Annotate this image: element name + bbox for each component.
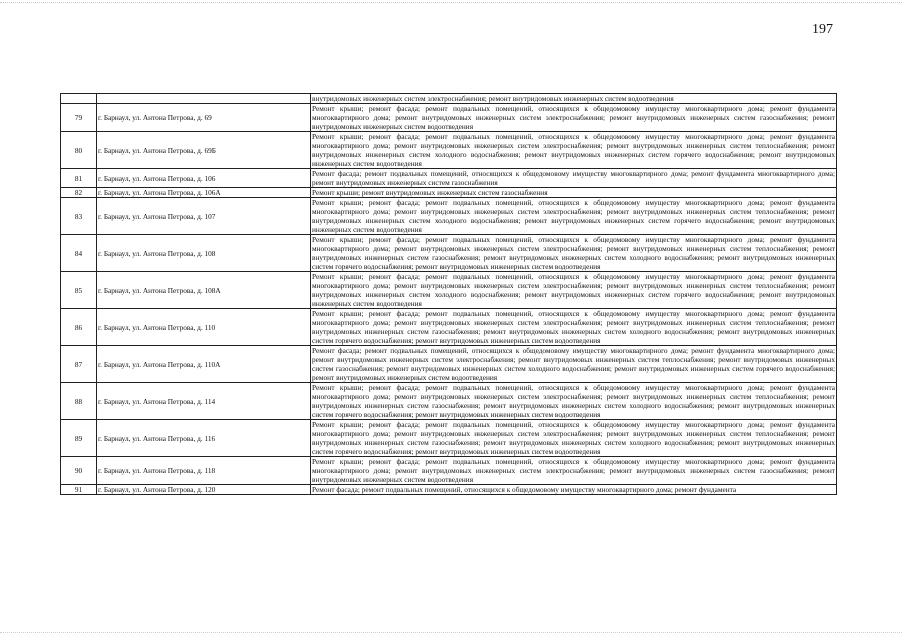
address-cell: г. Барнаул, ул. Антона Петрова, д. 106А (97, 188, 311, 198)
row-number-cell: 88 (61, 383, 97, 420)
table-row (61, 346, 837, 383)
table-row (61, 420, 837, 457)
table-row (61, 457, 837, 485)
table-row (61, 485, 837, 495)
works-cell: Ремонт крыши; ремонт фасада; ремонт подвальных помещений, относящихся к общедомовому имуществу многоквартирного дома; ремонт фундамента многоквартирного дома; ремонт внутридомовых инженерных систем электроснабжения; ремонт внутридомовых инженерных систем газоснабжения; ремонт внутридомовых инженерных систем водоотведения (312, 457, 835, 484)
row-number-cell: 79 (61, 104, 97, 132)
row-number-cell: 81 (61, 169, 97, 188)
address-cell: г. Барнаул, ул. Антона Петрова, д. 106 (97, 169, 311, 188)
table-row (61, 188, 837, 198)
row-number-cell: 87 (61, 346, 97, 383)
scan-edge-top (0, 2, 902, 3)
row-number-cell: 83 (61, 198, 97, 235)
works-cell: Ремонт крыши; ремонт фасада; ремонт подвальных помещений, относящихся к общедомовому имуществу многоквартирного дома; ремонт фундамента многоквартирного дома; ремонт внутридомовых инженерных систем электроснабжения; ремонт внутридомовых инженерных систем теплоснабжения; ремонт внутридомовых инженерных систем холодного водоснабжения; ремонт внутридомовых инженерных систем горячего водоснабжения; ремонт внутридомовых инженерных систем водоотведения (312, 198, 835, 234)
row-number-cell: 86 (61, 309, 97, 346)
address-cell: г. Барнаул, ул. Антона Петрова, д. 114 (97, 383, 311, 420)
address-cell: г. Барнаул, ул. Антона Петрова, д. 108 (97, 235, 311, 272)
table-row (61, 235, 837, 272)
table-row (61, 198, 837, 235)
table-row (61, 169, 837, 188)
address-cell: г. Барнаул, ул. Антона Петрова, д. 116 (97, 420, 311, 457)
table-row (61, 309, 837, 346)
works-cell: Ремонт фасада; ремонт подвальных помещений, относящихся к общедомовому имуществу многоквартирного дома; ремонт фундамента многоквартирного дома; ремонт внутридомовых инженерных систем электроснабжения; ремонт внутридомовых инженерных систем теплоснабжения; ремонт внутридомовых инженерных систем газоснабжения; ремонт внутридомовых инженерных систем холодного водоснабжения; ремонт внутридомовых инженерных систем горячего водоснабжения; ремонт внутридомовых инженерных систем водоотведения (312, 346, 835, 382)
address-cell: г. Барнаул, ул. Антона Петрова, д. 120 (97, 485, 311, 495)
works-table-body (61, 94, 837, 495)
address-cell: г. Барнаул, ул. Антона Петрова, д. 108А (97, 272, 311, 309)
works-cell: Ремонт крыши; ремонт фасада; ремонт подвальных помещений, относящихся к общедомовому имуществу многоквартирного дома; ремонт фундамента многоквартирного дома; ремонт внутридомовых инженерных систем электроснабжения; ремонт внутридомовых инженерных систем газоснабжения; ремонт внутридомовых инженерных систем водоотведения (312, 104, 835, 131)
address-cell: г. Барнаул, ул. Антона Петрова, д. 69Б (97, 132, 311, 169)
address-cell: г. Барнаул, ул. Антона Петрова, д. 107 (97, 198, 311, 235)
works-table (60, 93, 837, 495)
works-cell: Ремонт крыши; ремонт фасада; ремонт подвальных помещений, относящихся к общедомовому имуществу многоквартирного дома; ремонт фундамента многоквартирного дома; ремонт внутридомовых инженерных систем электроснабжения; ремонт внутридомовых инженерных систем теплоснабжения; ремонт внутридомовых инженерных систем газоснабжения; ремонт внутридомовых инженерных систем холодного водоснабжения; ремонт внутридомовых инженерных систем горячего водоснабжения; ремонт внутридомовых инженерных систем водоотведения (312, 383, 835, 419)
works-cell: Ремонт фасада; ремонт подвальных помещений, относящихся к общедомовому имуществу многоквартирного дома; ремонт фундамента (311, 485, 837, 495)
table-row (61, 272, 837, 309)
row-number-cell: 91 (61, 485, 97, 495)
table-row (61, 104, 837, 132)
works-cell: Ремонт крыши; ремонт внутридомовых инженерных систем газоснабжения (311, 188, 837, 198)
address-cell: г. Барнаул, ул. Антона Петрова, д. 118 (97, 457, 311, 485)
address-cell: г. Барнаул, ул. Антона Петрова, д. 110 (97, 309, 311, 346)
works-cell: Ремонт крыши; ремонт фасада; ремонт подвальных помещений, относящихся к общедомовому имуществу многоквартирного дома; ремонт фундамента многоквартирного дома; ремонт внутридомовых инженерных систем электроснабжения; ремонт внутридомовых инженерных систем теплоснабжения; ремонт внутридомовых инженерных систем холодного водоснабжения; ремонт внутридомовых инженерных систем горячего водоснабжения; ремонт внутридомовых инженерных систем водоотведения (312, 272, 835, 308)
works-cell: Ремонт крыши; ремонт фасада; ремонт подвальных помещений, относящихся к общедомовому имуществу многоквартирного дома; ремонт фундамента многоквартирного дома; ремонт внутридомовых инженерных систем электроснабжения; ремонт внутридомовых инженерных систем теплоснабжения; ремонт внутридомовых инженерных систем газоснабжения; ремонт внутридомовых инженерных систем холодного водоснабжения; ремонт внутридомовых инженерных систем горячего водоснабжения; ремонт внутридомовых инженерных систем водоотведения (312, 309, 835, 345)
works-cell: Ремонт крыши; ремонт фасада; ремонт подвальных помещений, относящихся к общедомовому имуществу многоквартирного дома; ремонт фундамента многоквартирного дома; ремонт внутридомовых инженерных систем электроснабжения; ремонт внутридомовых инженерных систем теплоснабжения; ремонт внутридомовых инженерных систем газоснабжения; ремонт внутридомовых инженерных систем холодного водоснабжения; ремонт внутридомовых инженерных систем горячего водоснабжения; ремонт внутридомовых инженерных систем водоотведения (312, 420, 835, 456)
works-cell: внутридомовых инженерных систем электроснабжения; ремонт внутридомовых инженерных систем водоотведения (311, 94, 837, 104)
works-cell: Ремонт фасада; ремонт подвальных помещений, относящихся к общедомовому имуществу многоквартирного дома; ремонт фундамента многоквартирного дома; ремонт внутридомовых инженерных систем газоснабжения (312, 169, 835, 187)
page-number: 197 (812, 22, 833, 37)
row-number-cell (61, 94, 97, 104)
row-number-cell: 84 (61, 235, 97, 272)
works-cell: Ремонт крыши; ремонт фасада; ремонт подвальных помещений, относящихся к общедомовому имуществу многоквартирного дома; ремонт фундамента многоквартирного дома; ремонт внутридомовых инженерных систем электроснабжения; ремонт внутридомовых инженерных систем теплоснабжения; ремонт внутридомовых инженерных систем газоснабжения; ремонт внутридомовых инженерных систем холодного водоснабжения; ремонт внутридомовых инженерных систем горячего водоснабжения; ремонт внутридомовых инженерных систем водоотведения (312, 235, 835, 271)
row-number-cell: 89 (61, 420, 97, 457)
table-row (61, 383, 837, 420)
address-cell: г. Барнаул, ул. Антона Петрова, д. 110А (97, 346, 311, 383)
scan-edge-bottom (0, 632, 902, 633)
table-row (61, 94, 837, 104)
row-number-cell: 80 (61, 132, 97, 169)
row-number-cell: 90 (61, 457, 97, 485)
works-cell: Ремонт крыши; ремонт фасада; ремонт подвальных помещений, относящихся к общедомовому имуществу многоквартирного дома; ремонт фундамента многоквартирного дома; ремонт внутридомовых инженерных систем электроснабжения; ремонт внутридомовых инженерных систем теплоснабжения; ремонт внутридомовых инженерных систем холодного водоснабжения; ремонт внутридомовых инженерных систем горячего водоснабжения; ремонт внутридомовых инженерных систем водоотведения (312, 132, 835, 168)
row-number-cell: 85 (61, 272, 97, 309)
table-row (61, 132, 837, 169)
address-cell: г. Барнаул, ул. Антона Петрова, д. 69 (97, 104, 311, 132)
row-number-cell: 82 (61, 188, 97, 198)
address-cell (97, 94, 311, 104)
